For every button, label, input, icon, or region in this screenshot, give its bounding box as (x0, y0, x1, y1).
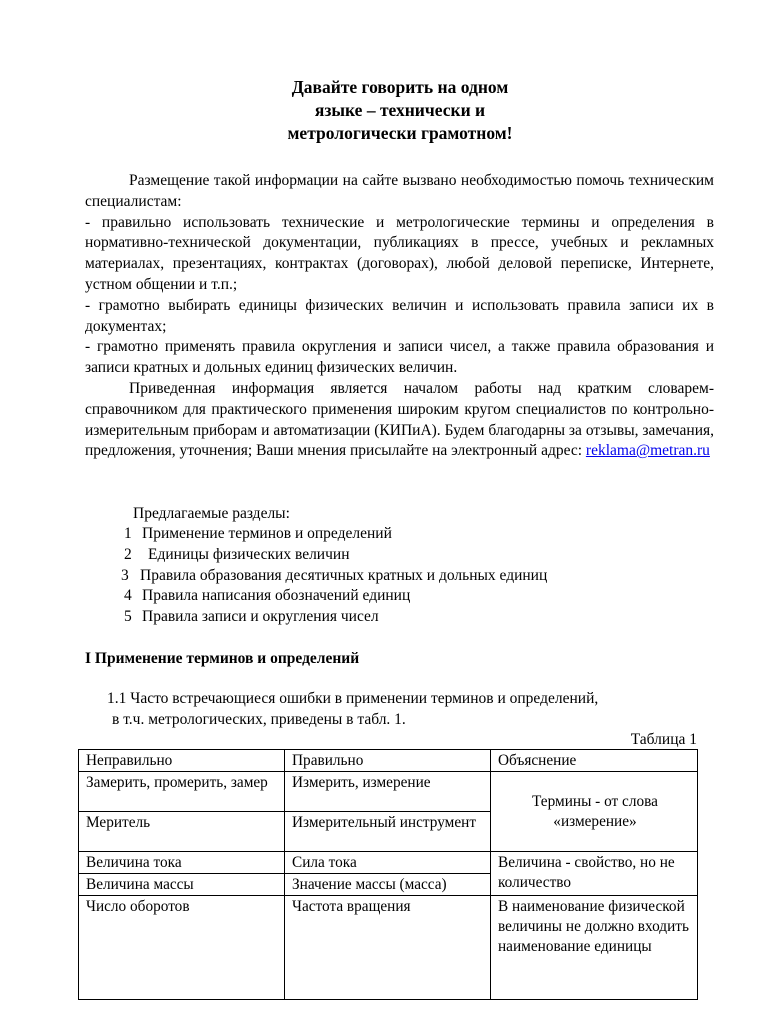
paragraph-1-1 (107, 689, 598, 730)
title-line-1: Давайте говорить на одном (291, 77, 509, 97)
table-cell-right: Измерить, измерение (285, 772, 491, 812)
table-header-row (79, 750, 698, 772)
title-line-2: языке – технически и (314, 100, 486, 120)
section-label: Правила образования десятичных кратных и дольных единиц (140, 566, 548, 584)
table-cell-explain: Термины - от слова «измерение» (491, 772, 698, 852)
section-item-1 (124, 524, 392, 545)
email-link[interactable]: reklama@metran.ru (585, 442, 710, 460)
intro-text (85, 171, 714, 462)
section-1-heading: I Применение терминов и определений (85, 650, 360, 667)
table-header-cell: Неправильно (79, 750, 285, 772)
intro-contact-text: Приведенная информация является началом работы над кратким словарем-справочником для практического применения широким кругом специалистов по контрольно-измерительным приборам и автоматизации (КИПиА). Будем благодарны за отзывы, замечания, предложения, уточнения; Ваши мнения присылайте на электронный адрес: (85, 379, 714, 460)
table-caption: Таблица 1 (630, 731, 697, 748)
intro-paragraph-1: Размещение такой информации на сайте вызвано необходимостью помочь техническим специалистам: (85, 172, 714, 210)
section-item-3 (121, 566, 547, 587)
table-cell-wrong: Замерить, промерить, замер (79, 772, 285, 812)
section-label: Единицы физических величин (148, 545, 350, 563)
table-cell-explain: Величина - свойство, но не количество (491, 852, 698, 896)
table-cell-explain: В наименование физической величины не должно входить наименование единицы (491, 896, 698, 1000)
table-cell-wrong: Величина тока (79, 852, 285, 874)
intro-paragraph-contact (85, 379, 714, 462)
section-item-5 (124, 607, 379, 628)
table-cell-right: Частота вращения (285, 896, 491, 1000)
sections-heading: Предлагаемые разделы: (133, 505, 290, 522)
document-title (0, 76, 768, 145)
paragraph-1-1-line-2: в т.ч. метрологических, приведены в табл. 1. (112, 710, 406, 728)
section-number: 2 (124, 545, 132, 563)
section-item-4 (124, 586, 410, 607)
table-header-cell: Правильно (285, 750, 491, 772)
table-row (79, 896, 698, 1000)
section-label: Правила записи и округления чисел (142, 608, 379, 626)
table-cell-right: Значение массы (масса) (285, 874, 491, 896)
intro-bullet-units: - грамотно выбирать единицы физических величин и использовать правила записи их в документах; (85, 296, 714, 335)
intro-bullet-terms: - правильно использовать технические и метрологические термины и определения в нормативно-технической документации, публикациях в прессе, учебных и рекламных материалах, презентациях, контрактах (договорах), любой деловой переписке, Интернете, устном общении и т.п.; (85, 213, 714, 293)
section-number: 1 (124, 525, 132, 542)
title-line-3: метрологически грамотном! (287, 123, 513, 143)
table-cell-right: Сила тока (285, 852, 491, 874)
intro-bullet-rounding: - грамотно применять правила округления и записи чисел, а также правила образования и записи кратных и дольных единиц физических величин. (85, 338, 714, 377)
table-cell-wrong: Меритель (79, 812, 285, 852)
section-label: Правила написания обозначений единиц (142, 587, 411, 605)
terms-table (78, 749, 698, 1000)
section-number: 4 (124, 587, 132, 605)
table-cell-right: Измерительный инструмент (285, 812, 491, 852)
section-number: 5 (124, 608, 132, 626)
table-row (79, 772, 698, 812)
section-item-2 (124, 545, 350, 566)
table-cell-wrong: Величина массы (79, 874, 285, 896)
section-label: Применение терминов и определений (142, 525, 392, 542)
section-number: 3 (121, 566, 129, 584)
table-row (79, 852, 698, 874)
paragraph-1-1-line-1: 1.1 Часто встречающиеся ошибки в применении терминов и определений, (107, 690, 599, 707)
table-header-cell: Объяснение (491, 750, 698, 772)
table-cell-wrong: Число оборотов (79, 896, 285, 1000)
